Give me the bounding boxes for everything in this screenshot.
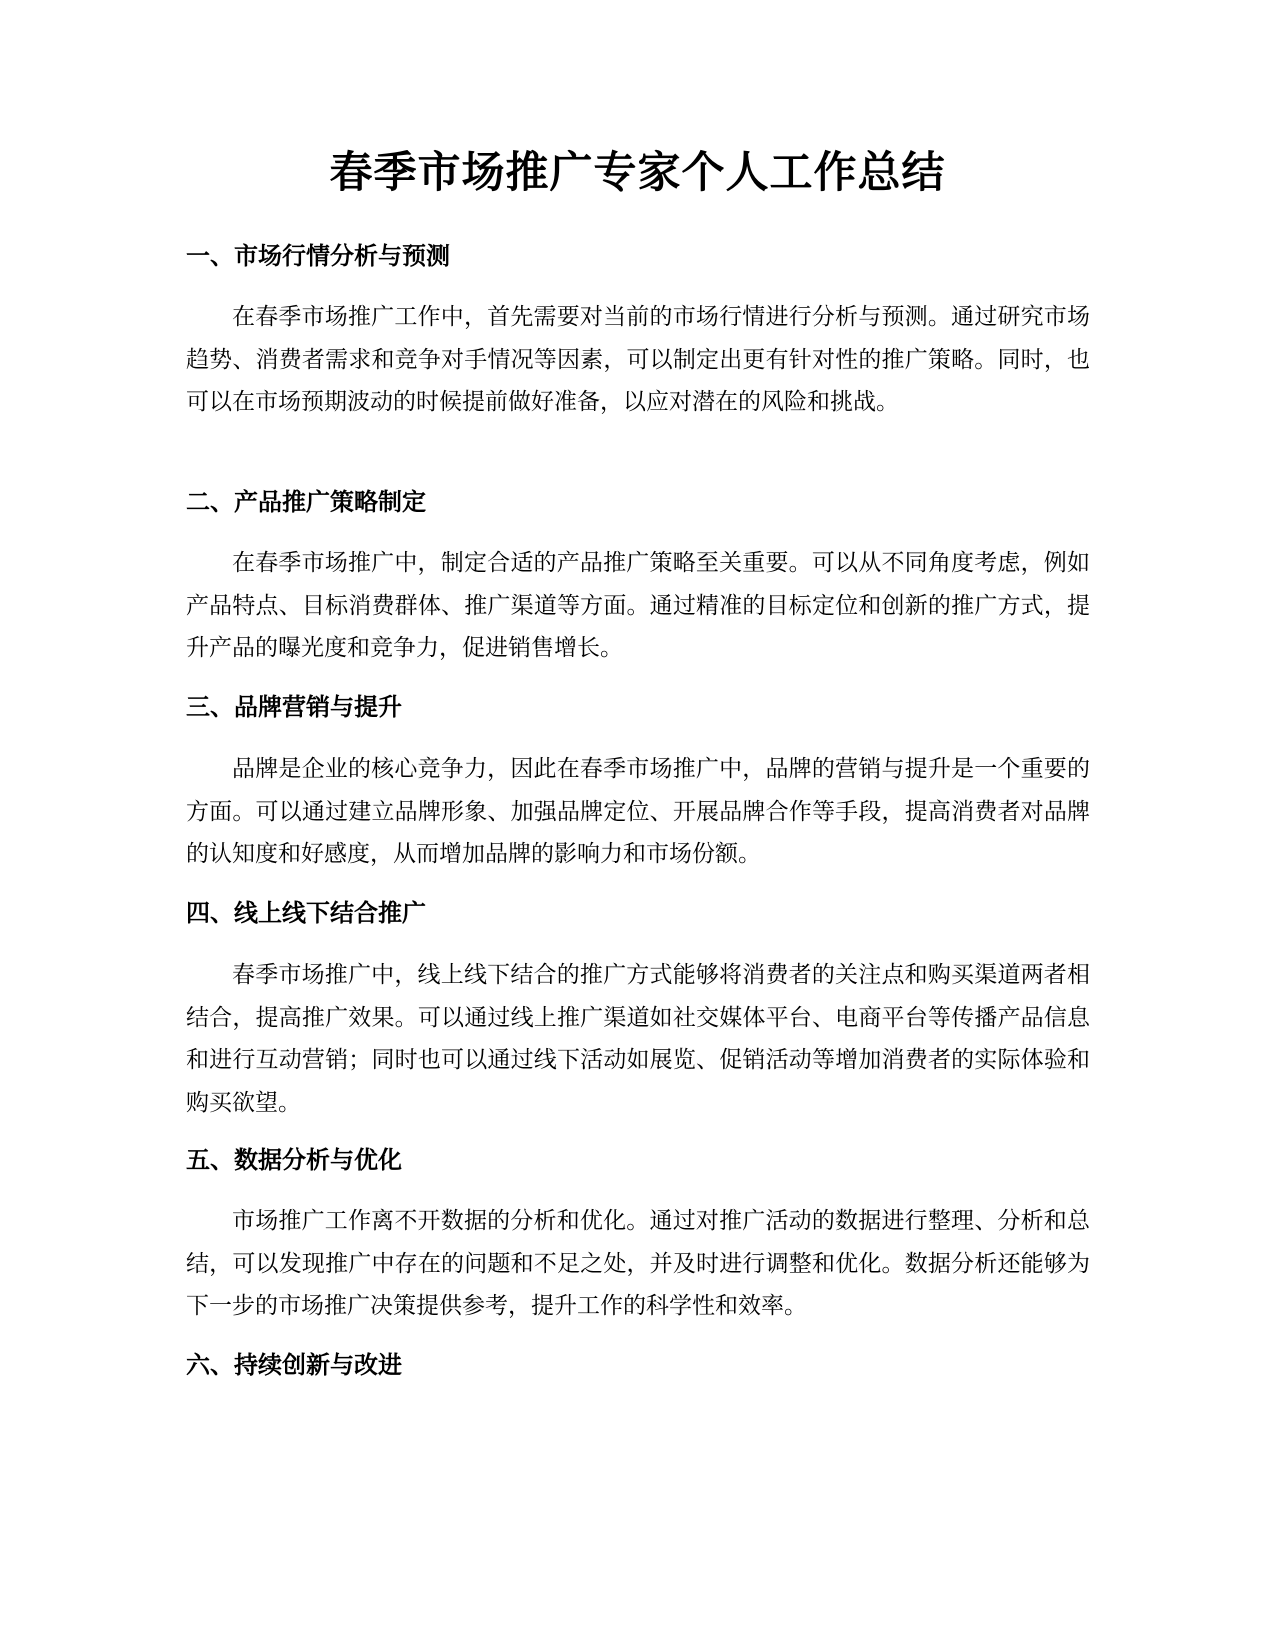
section-heading-1: 一、市场行情分析与预测 xyxy=(186,242,450,270)
section-paragraph-1: 在春季市场推广工作中，首先需要对当前的市场行情进行分析与预测。通过研究市场趋势、消费者需求和竞争对手情况等因素，可以制定出更有针对性的推广策略。同时，也可以在市场预期波动的时候提前做好准备，以应对潜在的风险和挑战。 xyxy=(186,304,1090,415)
section-heading-2: 二、产品推广策略制定 xyxy=(186,488,426,516)
section-heading-4: 四、线上线下结合推广 xyxy=(186,899,426,927)
section-paragraph-3: 品牌是企业的核心竞争力，因此在春季市场推广中，品牌的营销与提升是一个重要的方面。可以通过建立品牌形象、加强品牌定位、开展品牌合作等手段，提高消费者对品牌的认知度和好感度，从而增加品牌的影响力和市场份额。 xyxy=(186,756,1090,867)
section-paragraph-5: 市场推广工作离不开数据的分析和优化。通过对推广活动的数据进行整理、分析和总结，可以发现推广中存在的问题和不足之处，并及时进行调整和优化。数据分析还能够为下一步的市场推广决策提供参考，提升工作的科学性和效率。 xyxy=(186,1208,1090,1319)
document-title: 春季市场推广专家个人工作总结 xyxy=(329,148,946,198)
section-heading-5: 五、数据分析与优化 xyxy=(186,1146,402,1174)
section-heading-6: 六、持续创新与改进 xyxy=(186,1351,402,1379)
section-paragraph-4: 春季市场推广中，线上线下结合的推广方式能够将消费者的关注点和购买渠道两者相结合，提高推广效果。可以通过线上推广渠道如社交媒体平台、电商平台等传播产品信息和进行互动营销；同时也可以通过线下活动如展览、促销活动等增加消费者的实际体验和购买欲望。 xyxy=(186,962,1090,1116)
section-heading-3: 三、品牌营销与提升 xyxy=(186,693,402,721)
section-paragraph-2: 在春季市场推广中，制定合适的产品推广策略至关重要。可以从不同角度考虑，例如产品特点、目标消费群体、推广渠道等方面。通过精准的目标定位和创新的推广方式，提升产品的曝光度和竞争力，促进销售增长。 xyxy=(186,550,1090,661)
